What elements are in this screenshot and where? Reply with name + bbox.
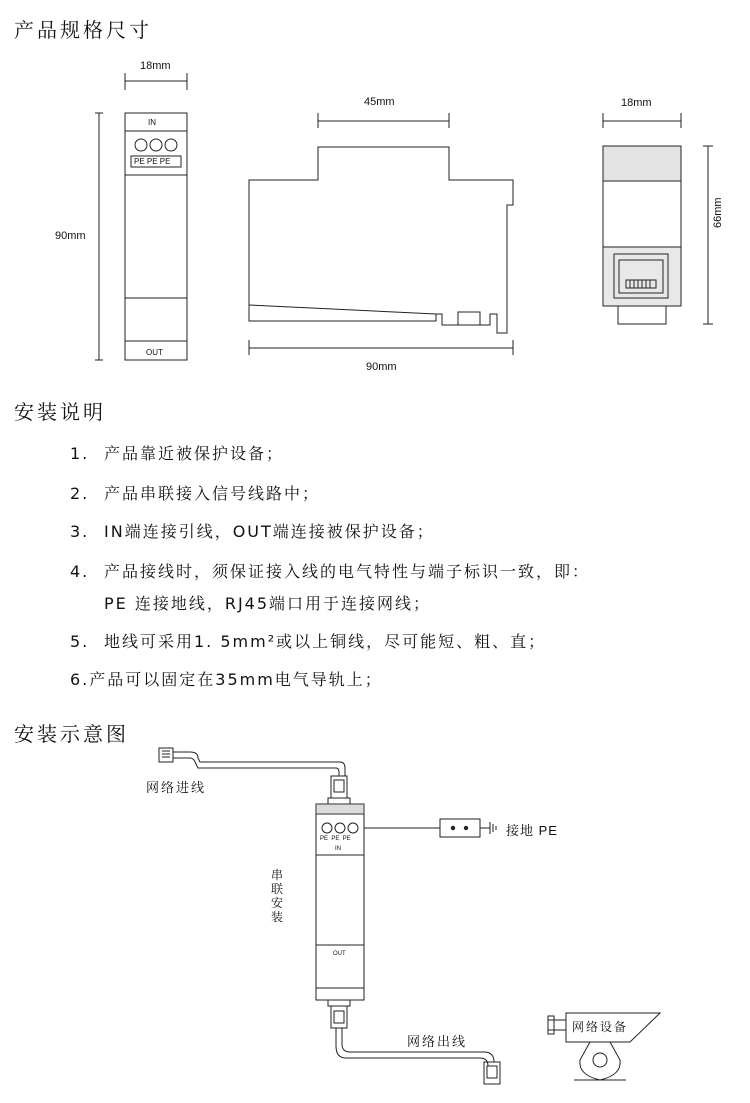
instruction-3: 3. IN端连接引线，OUT端连接被保护设备； — [70, 522, 435, 541]
instruction-2: 2. 产品串联接入信号线路中； — [70, 484, 321, 503]
dimensions-title: 产品规格尺寸 — [14, 18, 152, 42]
install-title: 安装说明 — [14, 400, 106, 424]
in-plug-icon — [159, 748, 173, 762]
series-install-label: 串联安装 — [271, 868, 284, 924]
out-line-label: 网络出线 — [407, 1034, 468, 1049]
end-width-label: 18mm — [621, 97, 652, 109]
spd-device — [316, 804, 364, 1000]
front-in-label: IN — [148, 118, 156, 127]
front-view — [95, 73, 187, 360]
front-pe-label: PE PE PE — [134, 157, 171, 166]
instruction-5: 5. 地线可采用1. 5mm²或以上铜线，尽可能短、粗、直； — [70, 632, 547, 651]
out-plug-icon — [484, 1062, 500, 1084]
side-view — [249, 113, 513, 355]
diagram-title: 安装示意图 — [14, 722, 129, 746]
front-width-label: 18mm — [140, 60, 171, 72]
top-plug-icon — [331, 776, 347, 798]
front-height-label: 90mm — [55, 230, 86, 242]
ground-label: 接地 PE — [506, 823, 558, 838]
instruction-4-cont: PE 连接地线，RJ45端口用于连接网线； — [104, 594, 432, 613]
front-out-label: OUT — [146, 348, 163, 357]
end-height-label: 66mm — [712, 197, 724, 228]
side-top-label: 45mm — [364, 96, 395, 108]
ground-terminal — [440, 819, 480, 837]
dimension-drawings — [0, 0, 750, 380]
device-label: 网络设备 — [572, 1020, 629, 1034]
device-out-label: OUT — [333, 951, 346, 957]
bottom-plug-icon — [331, 1006, 347, 1028]
instruction-4: 4. 产品接线时，须保证接入线的电气特性与端子标识一致，即： — [70, 562, 591, 581]
instruction-6: 6.产品可以固定在35mm电气导轨上； — [70, 670, 383, 689]
device-pe-label: PE PE PE — [320, 836, 351, 842]
instruction-1: 1. 产品靠近被保护设备； — [70, 444, 285, 463]
side-bottom-label: 90mm — [366, 361, 397, 373]
device-in-label: IN — [335, 846, 341, 852]
in-line-label: 网络进线 — [146, 780, 207, 795]
